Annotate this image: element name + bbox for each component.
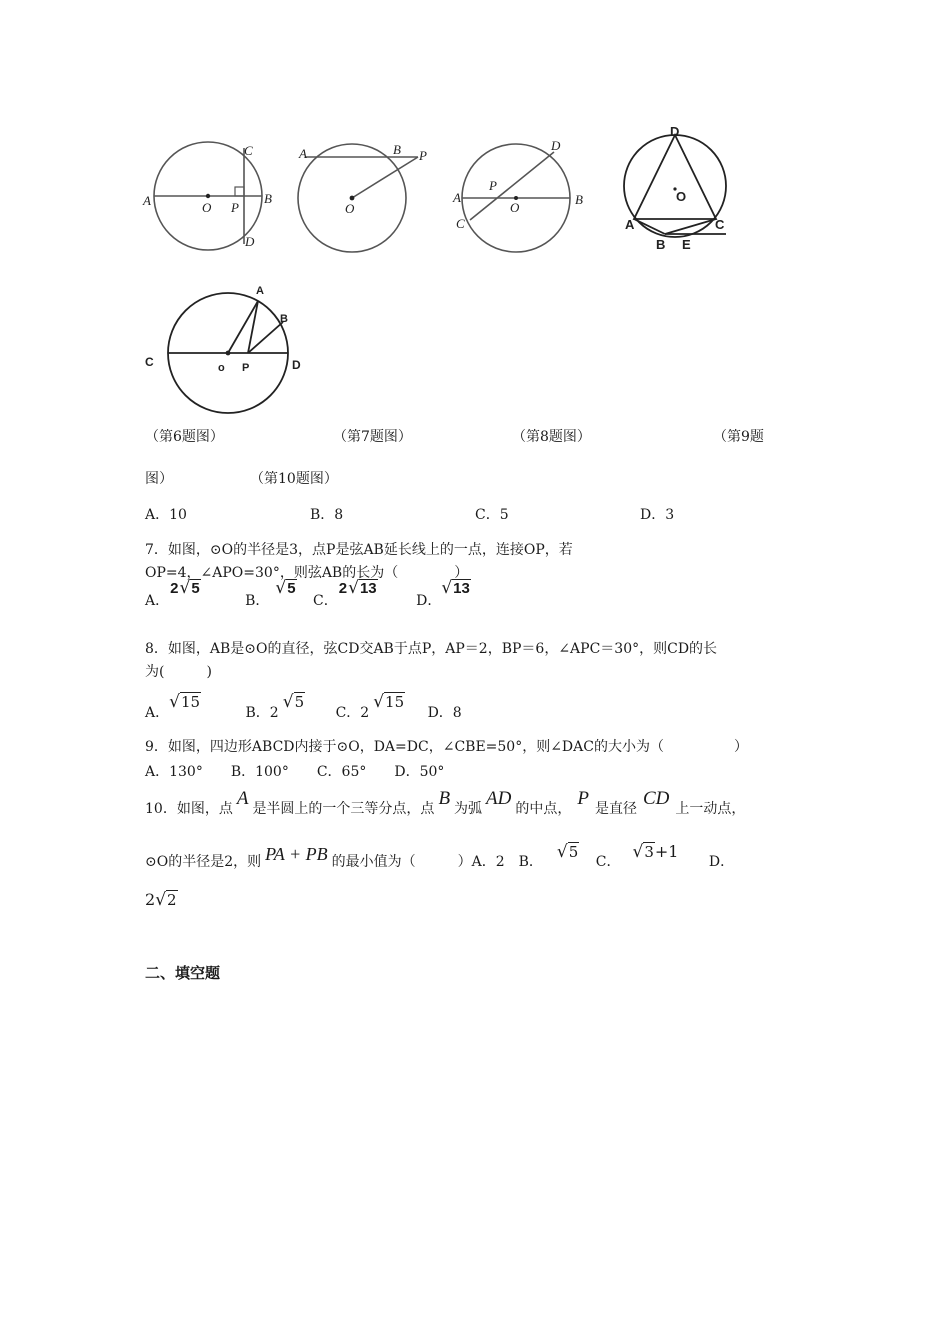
q10-text: 的最小值为（ ）A．2 B． xyxy=(331,854,543,870)
fig10-label: P xyxy=(242,362,250,374)
fig8-label: O xyxy=(510,200,520,215)
q10-d-coef: 2 xyxy=(145,890,156,909)
q10-stem-line2 xyxy=(145,842,735,880)
q7-d-radicand: 13 xyxy=(453,580,470,597)
q10-text: ⊙O的半径是2，则 xyxy=(145,854,262,870)
fig6-label: D xyxy=(245,234,255,249)
figure-10 xyxy=(140,280,315,415)
fig9-label: B xyxy=(656,237,666,252)
q7-b-label: B． xyxy=(245,593,270,609)
q10-option-d xyxy=(145,890,178,911)
q10-var-b: B xyxy=(438,788,451,809)
q10-text: 是直径 xyxy=(594,801,637,817)
q7-d-label: D． xyxy=(416,593,442,609)
figure-7 xyxy=(296,140,436,255)
figure-7-diagram xyxy=(296,140,436,255)
caption-fig6: （第6题图） xyxy=(145,429,224,445)
fig6-label: B xyxy=(264,191,272,206)
q8-c-math: √15 xyxy=(373,692,405,712)
q8-c-label: C．2 xyxy=(335,705,370,721)
q10-stem-line1 xyxy=(145,788,746,828)
fig8-label: A xyxy=(453,190,461,205)
q9-options: A．130° B．100° C．65° D．50° xyxy=(145,764,445,780)
section-heading: 二、填空题 xyxy=(145,964,221,982)
fig6-label: O xyxy=(202,200,212,215)
fig6-label: A xyxy=(143,193,151,208)
caption-fig7: （第7题图） xyxy=(333,429,412,445)
q10-d-label: D． xyxy=(708,854,735,870)
q7-a-math: 2√5 xyxy=(170,578,200,598)
fig8-label: D xyxy=(551,138,561,153)
q7-stem-line2: OP=4，∠APO=30°，则弦AB的长为（ ） xyxy=(145,565,469,581)
q8-stem-line1: 8．如图，AB是⊙O的直径，弦CD交AB于点P，AP＝2，BP＝6，∠APC＝30°，则CD的长 xyxy=(145,641,718,657)
q7-a-label: A． xyxy=(145,593,170,609)
fig6-label: C xyxy=(244,143,253,158)
q7-c-math: 2√13 xyxy=(338,578,377,598)
caption-fig10: （第10题图） xyxy=(250,471,338,487)
caption-fig8: （第8题图） xyxy=(512,429,591,445)
q7-a-radicand: 5 xyxy=(191,580,200,597)
figure-9 xyxy=(620,122,735,254)
q6-option-a: A．10 xyxy=(145,507,187,523)
fig7-label: B xyxy=(393,142,401,157)
fig10-label: C xyxy=(145,355,154,369)
fig9-label: C xyxy=(715,217,725,232)
fig8-label: P xyxy=(489,178,497,193)
fig8-label: C xyxy=(456,216,465,231)
q10-text: 10．如图，点 xyxy=(145,801,233,817)
q8-c-radicand: 15 xyxy=(385,693,405,711)
q8-b-label: B．2 xyxy=(245,705,279,721)
q6-option-b: B．8 xyxy=(310,507,344,523)
figure-9-diagram xyxy=(620,122,735,254)
q10-text: 上一动点， xyxy=(675,801,746,817)
fig7-label: P xyxy=(419,148,427,163)
fig9-label: O xyxy=(676,189,687,204)
q8-options xyxy=(145,692,462,723)
q10-diameter-cd: CD xyxy=(642,788,670,809)
figure-8-diagram xyxy=(450,138,590,256)
q8-a-label: A． xyxy=(145,705,170,721)
q10-c-math: √3+1 xyxy=(632,842,679,862)
q8-a-radicand: 15 xyxy=(180,693,201,711)
q10-b-math: √5 xyxy=(556,842,579,862)
q10-c-radicand: 3 xyxy=(644,843,654,861)
q10-b-radicand: 5 xyxy=(568,843,579,861)
caption-fig9: （第9题 xyxy=(713,429,764,445)
q10-var-a: A xyxy=(236,788,249,809)
q10-text: 为弧 xyxy=(454,801,483,817)
q7-d-math: √13 xyxy=(441,578,470,598)
q10-expression: PA + PB xyxy=(265,844,328,864)
fig7-label: A xyxy=(299,146,307,161)
figure-6-diagram xyxy=(140,140,280,255)
fig10-label: D xyxy=(292,358,301,372)
q10-text: 的中点， xyxy=(515,801,572,817)
q8-d-label: D．8 xyxy=(427,705,462,721)
q8-b-radicand: 5 xyxy=(294,693,305,711)
q7-b-radicand: 5 xyxy=(287,580,296,597)
q10-d-math: 2√2 xyxy=(145,890,177,910)
caption-fig9-tail: 图） xyxy=(145,471,173,487)
fig7-label: O xyxy=(345,201,355,216)
q7-stem-line1: 7．如图，⊙O的半径是3，点P是弦AB延长线上的一点，连接OP，若 xyxy=(145,542,573,558)
fig6-label: P xyxy=(231,200,239,215)
fig8-label: B xyxy=(575,192,583,207)
q10-text: 是半圆上的一个三等分点，点 xyxy=(252,801,435,817)
q7-options xyxy=(145,578,471,611)
fig9-label: E xyxy=(682,237,691,252)
q10-c-tail: +1 xyxy=(654,842,679,861)
q7-b-math: √5 xyxy=(275,578,296,598)
q7-c-radicand: 13 xyxy=(359,580,377,597)
q7-c-coef: 2 xyxy=(338,580,348,597)
figure-6 xyxy=(140,140,280,255)
fig9-label: A xyxy=(625,217,635,232)
q9-stem: 9．如图，四边形ABCD内接于⊙O，DA=DC，∠CBE=50°，则∠DAC的大小为（ ） xyxy=(145,739,748,755)
q10-var-p: P xyxy=(577,788,589,809)
q10-arc-ad: AD xyxy=(486,788,512,809)
q6-option-c: C．5 xyxy=(475,507,509,523)
q7-c-label: C． xyxy=(313,593,338,609)
q8-a-math: √15 xyxy=(169,692,201,712)
figure-8 xyxy=(450,138,590,256)
figure-10-diagram xyxy=(140,280,315,415)
fig10-label: B xyxy=(280,313,288,325)
q8-b-math: √5 xyxy=(282,692,305,712)
q10-d-radicand: 2 xyxy=(167,891,177,909)
fig9-label: D xyxy=(670,124,680,139)
q8-stem-line2: 为( ) xyxy=(145,664,212,680)
q10-c-label: C． xyxy=(595,854,621,870)
fig10-label: o xyxy=(218,362,225,374)
fig10-label: A xyxy=(256,285,264,297)
q7-a-coef: 2 xyxy=(170,580,179,597)
q6-option-d: D．3 xyxy=(640,507,675,523)
